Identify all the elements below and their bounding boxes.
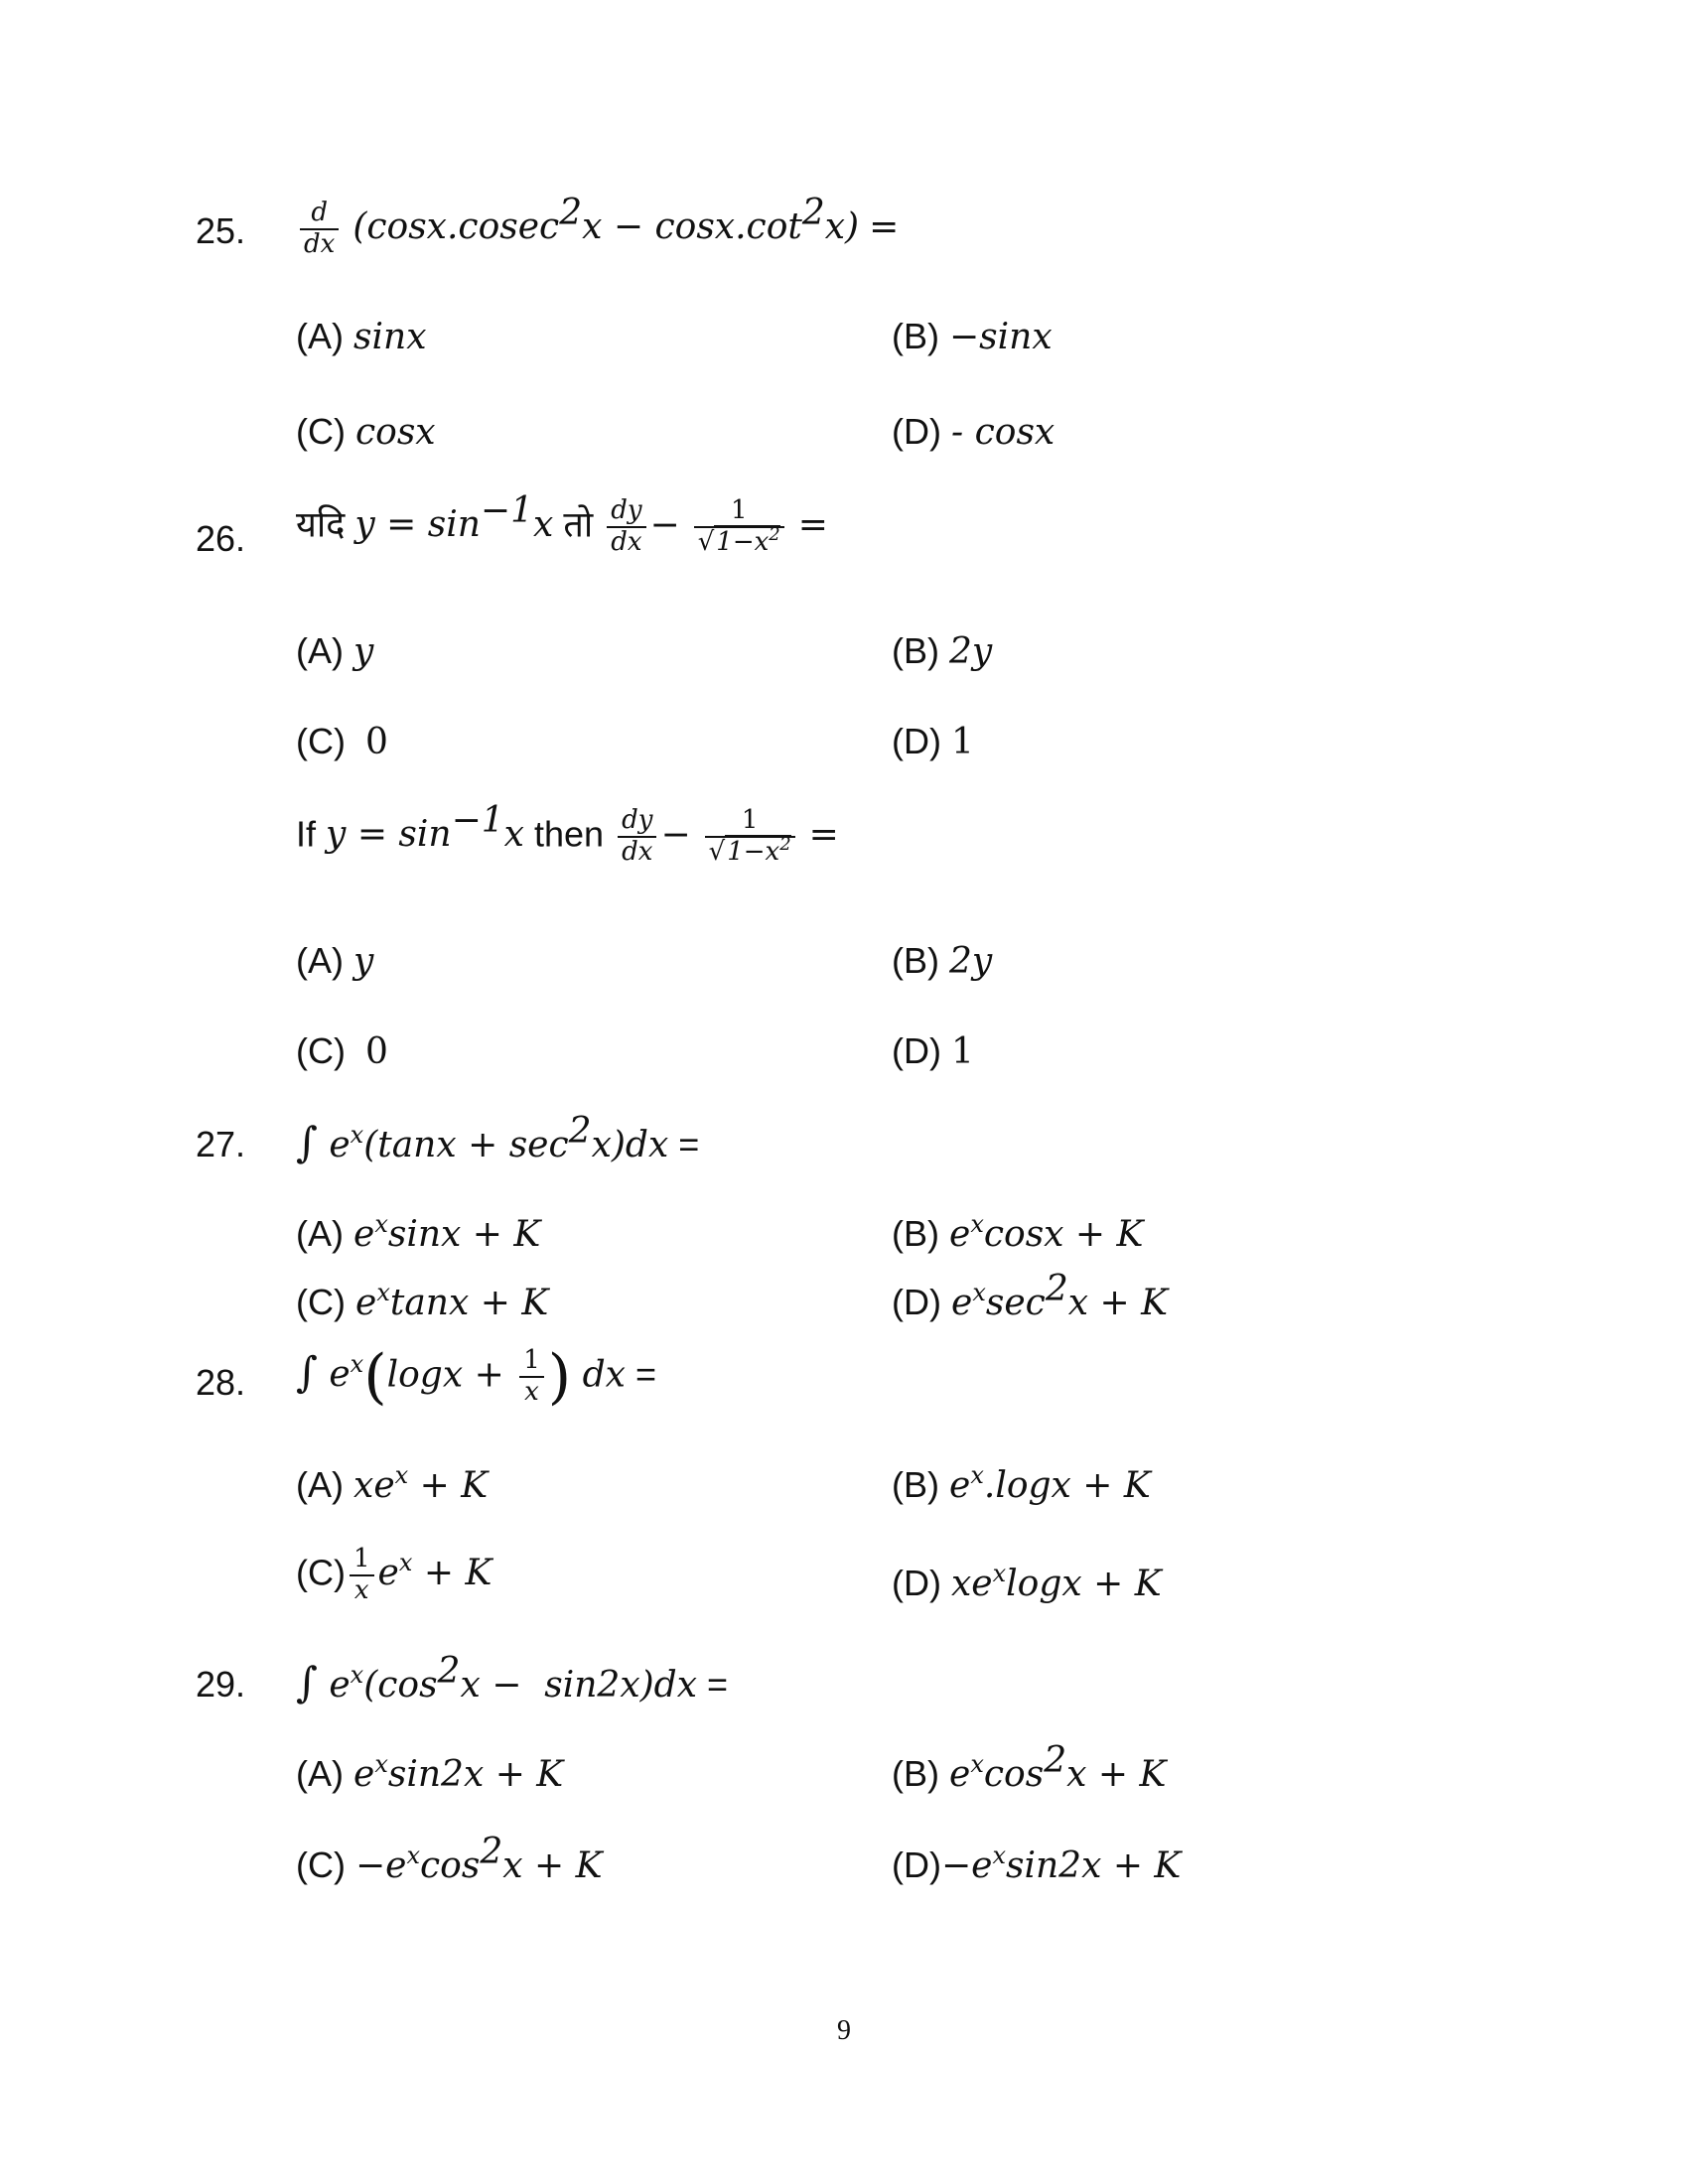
inverse-root-fraction-english: $\frac{1}{√1-x^2}$ — [705, 806, 795, 868]
question-27-option-a[interactable]: (A) $e^x\sin x + K$ — [296, 1210, 541, 1255]
question-26-en-option-d[interactable]: (D) 1 — [892, 1030, 974, 1072]
question-26-en-option-c[interactable]: (C) 0 — [296, 1030, 388, 1072]
question-26-stem-hindi: यदि $y = \sin^{-1}x$ तो $\frac{dy}{dx}$ − $\frac{1}{√1-x^2}$ = — [296, 490, 828, 557]
dy-dx-fraction: $\frac{dy}{dx}$ — [607, 496, 645, 558]
dy-dx-fraction-english: $\frac{dy}{dx}$ — [618, 806, 656, 868]
question-27-option-b[interactable]: (B) $e^x\cos x + K$ — [892, 1210, 1144, 1255]
question-29-number: 29. — [196, 1664, 246, 1705]
question-26-number: 26. — [196, 518, 246, 559]
question-26-option-b[interactable]: (B) 2y — [892, 630, 993, 672]
question-28-number: 28. — [196, 1362, 246, 1403]
page-number: 9 — [837, 2015, 851, 2046]
derivative-fraction: $\frac{d}{dx}$ — [300, 199, 339, 260]
question-29-option-d[interactable]: $(D)-e^x\sin 2x + K$ — [892, 1842, 1182, 1886]
question-28-stem: ∫ $e^x(\log x$ + $\frac{1}{x}$ ) dx = — [296, 1341, 657, 1412]
question-26-option-d[interactable]: (D) 1 — [892, 721, 974, 762]
question-26-en-option-b[interactable]: (B) 2y — [892, 940, 993, 982]
question-27-option-c[interactable]: (C) $e^x\tan x + K$ — [296, 1279, 549, 1323]
question-28-option-b[interactable]: (B) $e^x.\log x + K$ — [892, 1461, 1151, 1506]
inverse-root-fraction: $\frac{1}{√1-x^2}$ — [694, 496, 784, 558]
question-25-number: 25. — [196, 210, 246, 251]
question-26-en-option-a[interactable]: (A) y — [296, 940, 374, 982]
question-25-option-b[interactable]: (B) −sinx — [892, 316, 1053, 357]
question-28-option-a[interactable]: (A) $xe^x + K$ — [296, 1461, 489, 1506]
question-29-option-a[interactable]: (A) $e^x\sin 2x + K$ — [296, 1750, 564, 1795]
question-29-option-c[interactable]: $(C) -e^x\cos^2x + K$ — [296, 1832, 603, 1886]
one-over-x-fraction: $\frac{1}{x}$ — [519, 1346, 544, 1408]
question-29-stem: ∫ $e^x(\cos^2x - \sin 2x)dx$ = — [296, 1651, 729, 1706]
question-25-option-c[interactable]: (C) cosx — [296, 411, 436, 453]
question-26-option-a[interactable]: (A) y — [296, 630, 374, 672]
question-28-option-d[interactable]: (D) $xe^x\log x + K$ — [892, 1560, 1162, 1604]
question-25-option-d[interactable]: (D) - cosx — [892, 411, 1055, 453]
question-25-stem: $\frac{d}{dx}$ $(\cos x.cosec^2x - \cos x.\cot^2x)$ = — [296, 199, 899, 260]
question-27-stem: ∫ $e^x(\tan x + \sec^2x)dx$ = — [296, 1111, 700, 1166]
option-c-fraction: $\frac{1}{x}$ — [350, 1545, 374, 1606]
question-27-number: 27. — [196, 1124, 246, 1164]
question-26-option-c[interactable]: (C) 0 — [296, 721, 388, 762]
question-27-option-d[interactable]: (D) $e^x\sec^2x + K$ — [892, 1269, 1168, 1323]
question-26-stem-english: If $y = \sin^{-1}x$ then $\frac{dy}{dx}$ − $\frac{1}{√1-x^2}$ = — [296, 800, 839, 867]
question-25-option-a[interactable]: (A) sinx — [296, 316, 427, 357]
question-28-option-c[interactable]: (C) $\frac{1}{x}$ $e^x + K$ — [296, 1544, 492, 1605]
question-29-option-b[interactable]: (B) $e^x\cos^2x + K$ — [892, 1740, 1167, 1795]
